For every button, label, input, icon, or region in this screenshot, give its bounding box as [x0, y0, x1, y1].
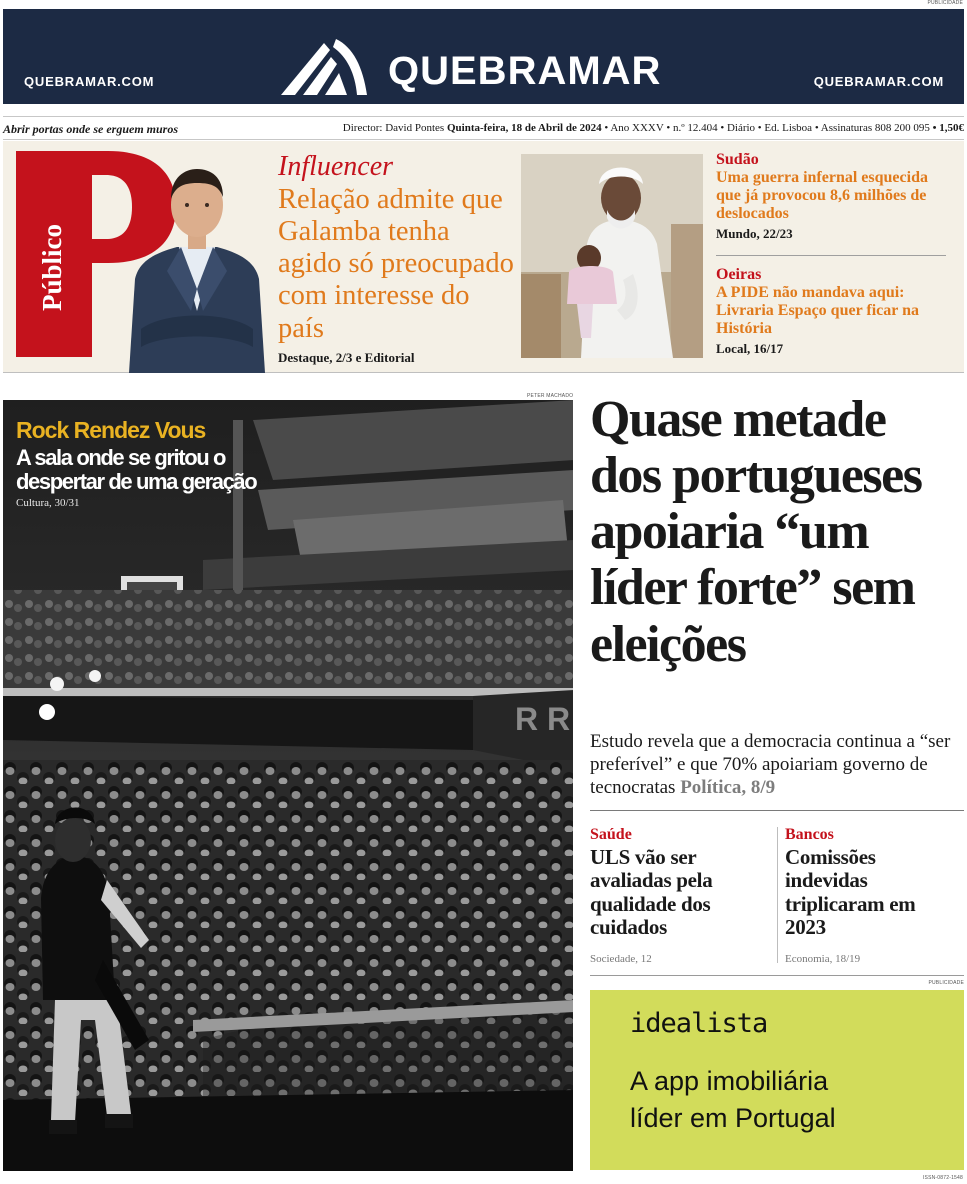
sub-story-page-ref: Economia, 18/19	[785, 953, 861, 965]
ad-url-right[interactable]: QUEBRAMAR.COM	[813, 74, 944, 89]
main-headline[interactable]: Quase metade dos portugueses apoiaria “um líder forte” sem eleições	[590, 391, 922, 673]
issue-date: Quinta-feira, 18 de Abril de 2024	[446, 122, 602, 134]
section-divider	[590, 975, 964, 976]
teaser-divider	[716, 255, 946, 256]
photo-credit: PETER MACHADO	[527, 393, 574, 399]
publico-logo-text: Público	[37, 223, 67, 311]
rock-rendez-vous-photo[interactable]	[3, 400, 574, 1171]
galamba-photo[interactable]	[121, 161, 273, 373]
idealista-ad[interactable]	[590, 990, 964, 1170]
sub-story-kicker: Saúde	[590, 826, 632, 843]
slogan: Abrir portas onde se erguem muros	[3, 122, 179, 136]
ad-copy-line: líder em Portugal	[630, 1103, 836, 1134]
lead-teaser[interactable]	[278, 152, 518, 366]
idealista-logo: idealista	[630, 1008, 768, 1039]
lead-headline[interactable]: Relação admite que Galamba tenha agido só preocupado com interesse do país	[278, 183, 514, 344]
issue-details: • Ano XXXV • n.º 12.404 • Diário • Ed. Lisboa • Assinaturas 808 200 095	[604, 122, 930, 134]
main-standfirst	[590, 731, 965, 799]
lead-page-ref: Destaque, 2/3 e Editorial	[278, 349, 415, 365]
oeiras-headline[interactable]: A PIDE não mandava aqui: Livraria Espaço quer ficar na História	[716, 284, 919, 337]
sudan-photo[interactable]	[521, 154, 703, 358]
quebramar-logo-icon	[281, 33, 367, 95]
standfirst-page-ref: Política, 8/9	[680, 776, 776, 798]
ad-label: PUBLICIDADE	[927, 0, 963, 6]
sudan-headline[interactable]: Uma guerra infernal esquecida que já provocou 8,6 milhões de deslocados	[716, 169, 928, 222]
photo-story-page-ref: Cultura, 30/31	[16, 496, 80, 509]
section-divider	[590, 810, 964, 811]
sub-story-headline[interactable]: Comissões indevidas triplicaram em 2023	[785, 845, 916, 940]
lead-kicker: Influencer	[278, 151, 394, 182]
oeiras-kicker: Oeiras	[716, 266, 762, 283]
sub-story-bancos[interactable]	[785, 825, 955, 965]
standfirst-text: Estudo revela que a democracia continua a “ser preferível” e que 70% apoiariam governo de tecnocratas	[590, 731, 951, 798]
oeiras-teaser[interactable]	[716, 266, 956, 357]
photo-story-headline[interactable]: A sala onde se gritou o despertar de uma geração	[16, 445, 257, 495]
oeiras-page-ref: Local, 16/17	[716, 341, 784, 357]
masthead-info-line	[3, 116, 964, 140]
photo-story-kicker: Rock Rendez Vous	[16, 417, 206, 443]
ad-url-left[interactable]: QUEBRAMAR.COM	[24, 74, 155, 89]
svg-text:R R: R R	[515, 701, 571, 737]
sudan-teaser[interactable]	[716, 151, 956, 242]
issue-info	[343, 122, 964, 134]
ad-copy	[630, 1063, 836, 1138]
issue-price: • 1,50€	[932, 122, 964, 134]
sub-story-kicker: Bancos	[785, 826, 834, 843]
sudan-kicker: Sudão	[716, 151, 759, 168]
sub-story-page-ref: Sociedade, 12	[590, 953, 652, 965]
ad-label: PUBLICIDADE	[928, 980, 964, 986]
issn: ISSN-0872-1548	[922, 1175, 963, 1181]
sub-story-headline[interactable]: ULS vão ser avaliadas pela qualidade dos cuidados	[590, 845, 713, 940]
sub-story-saude[interactable]	[590, 825, 760, 965]
teaser-strip	[3, 141, 964, 373]
column-divider	[777, 827, 778, 963]
quebramar-ad-banner[interactable]	[3, 9, 964, 104]
ad-copy-line: A app imobiliária	[630, 1066, 829, 1096]
sudan-page-ref: Mundo, 22/23	[716, 226, 793, 242]
director: Director: David Pontes	[342, 122, 445, 134]
photo-story-caption[interactable]	[16, 418, 276, 509]
ad-brand-name: QUEBRAMAR	[388, 49, 662, 93]
